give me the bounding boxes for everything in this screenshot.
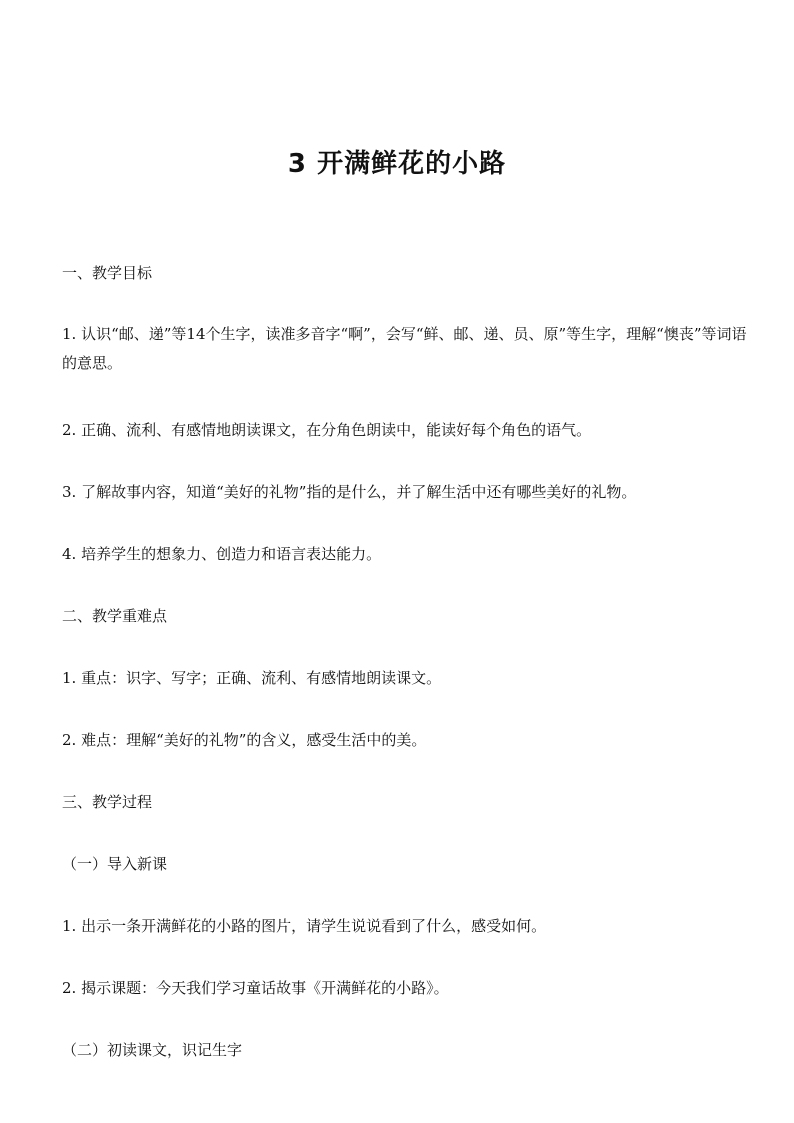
section-heading-teaching-objectives: 一、教学目标 (62, 264, 153, 282)
objective-item-2: 2. 正确、流利、有感情地朗读课文，在分角色朗读中，能读好每个角色的语气。 (62, 421, 592, 439)
document-title: 3 开满鲜花的小路 (287, 149, 507, 179)
section-heading-teaching-process: 三、教学过程 (62, 793, 153, 811)
section-heading-key-difficult-points: 二、教学重难点 (62, 607, 168, 625)
objective-item-4: 4. 培养学生的想象力、创造力和语言表达能力。 (62, 545, 382, 563)
objective-item-3: 3. 了解故事内容，知道“美好的礼物”指的是什么，并了解生活中还有哪些美好的礼物。 (62, 483, 637, 501)
subsection-heading-introduction: （一）导入新课 (62, 855, 168, 873)
objective-item-1: 1. 认识“邮、递”等14个生字，读准多音字“啊”，会写“鲜、邮、递、员、原”等生字，理解“懊丧”等词语的意思。 (62, 325, 747, 372)
introduction-item-1: 1. 出示一条开满鲜花的小路的图片，请学生说说看到了什么，感受如何。 (62, 917, 547, 935)
introduction-item-2: 2. 揭示课题：今天我们学习童话故事《开满鲜花的小路》。 (62, 979, 449, 997)
key-point-item: 1. 重点：识字、写字；正确、流利、有感情地朗读课文。 (62, 669, 442, 687)
subsection-heading-first-reading: （二）初读课文，识记生字 (62, 1041, 243, 1059)
difficult-point-item: 2. 难点：理解“美好的礼物”的含义，感受生活中的美。 (62, 731, 427, 749)
